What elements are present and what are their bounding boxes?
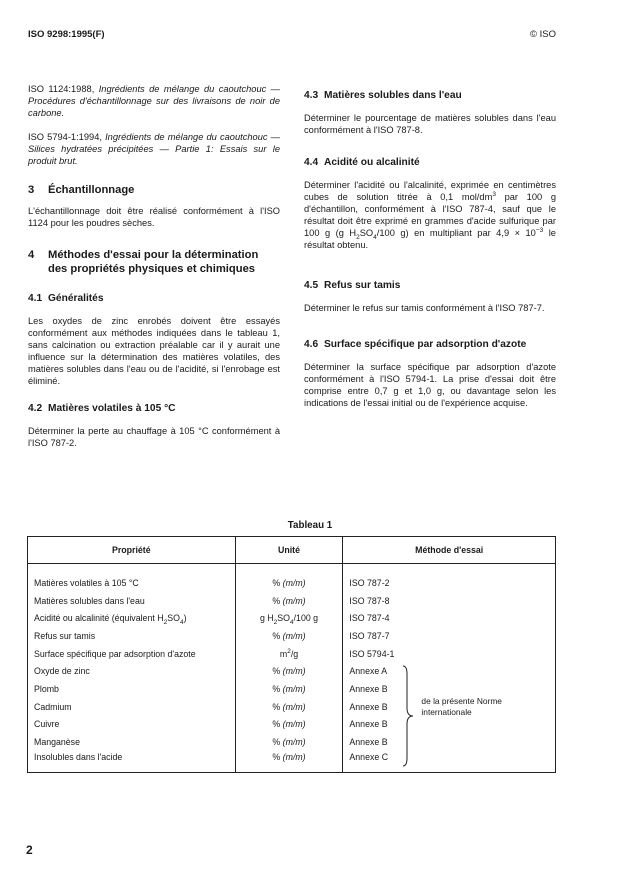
cell-unit: % (m/m) xyxy=(235,698,343,716)
cell-property: Surface spécifique par adsorption d'azote xyxy=(28,645,236,663)
section-4-heading: 4 Méthodes d'essai pour la détermination des propriétés physiques et chimiques xyxy=(28,249,259,275)
cell-method: Annexe B xyxy=(343,680,556,698)
section-4-3-body: Déterminer le pourcentage de matières solubles dans l'eau conformément à l'ISO 787-8. xyxy=(304,113,556,135)
cell-method: ISO 787-4 xyxy=(343,609,556,627)
section-4-5-body: Déterminer le refus sur tamis conformément à l'ISO 787-7. xyxy=(304,303,545,313)
cell-unit: $m^2/g$ xyxy=(235,645,343,663)
cell-method: Annexe B de la présente Norme internationale xyxy=(343,698,556,716)
section-4-4-heading: 4.4 Acidité ou alcalinité xyxy=(304,157,420,168)
cell-unit: % (m/m) xyxy=(235,716,343,734)
table-caption: Tableau 1 xyxy=(287,520,333,531)
running-header-copyright: © ISO xyxy=(529,29,556,40)
cell-property: Insolubles dans l'acide xyxy=(28,751,236,773)
table-row xyxy=(28,592,556,610)
cell-unit: % (m/m) xyxy=(235,574,343,592)
table-row xyxy=(28,733,556,751)
running-header-standard: ISO 9298:1995(F) xyxy=(28,29,105,40)
section-3-heading: 3 Échantillonnage xyxy=(28,184,135,196)
table-row xyxy=(28,698,556,716)
cell-unit: % (m/m) xyxy=(235,751,343,773)
cell-property: Matières solubles dans l'eau xyxy=(28,592,236,610)
cell-property: Plomb xyxy=(28,680,236,698)
annex-note: de la présente Norme internationale xyxy=(421,695,502,717)
cell-method: Annexe B xyxy=(343,733,556,751)
cell-unit: % (m/m) xyxy=(235,733,343,751)
cell-property: Cuivre xyxy=(28,716,236,734)
section-4-5-heading: 4.5 Refus sur tamis xyxy=(304,280,401,291)
table-row xyxy=(28,751,556,773)
table-row xyxy=(28,645,556,663)
section-4-3-heading: 4.3 Matières solubles dans l'eau xyxy=(304,90,462,101)
reference-iso-5794: ISO 5794-1:1994, Ingrédients de mélange du caoutchouc — Silices hydratées précipitées — Partie 1: Essais sur le produit brut. xyxy=(28,132,280,166)
table-row xyxy=(28,574,556,592)
table-row xyxy=(28,716,556,734)
section-4-4-body: Déterminer l'acidité ou l'alcalinité, exprimée en centimètres cubes de solution titrée à 0,1 mol/$dm^3$ par 100 g d'échantillon, conformément à l'ISO 787-4, sauf que le résultat doit être exprimé en grammes d'acide sulfurique par 100 g (g $H_2SO_4/100$ g) en multipliant par $4,9 \times 10^{-3}$ le résultat obtenu. xyxy=(304,180,556,250)
table-row xyxy=(28,662,556,680)
cell-property: Acidité ou alcalinité (équivalent $H_2SO_4$) xyxy=(28,609,236,627)
cell-unit: % (m/m) xyxy=(235,592,343,610)
cell-unit: % (m/m) xyxy=(235,680,343,698)
cell-method: ISO 787-2 xyxy=(343,574,556,592)
header-method: Méthode d'essai xyxy=(343,537,556,564)
section-3-body: L'échantillonnage doit être réalisé conformément à l'ISO 1124 pour les poudres sèches. xyxy=(28,206,280,228)
cell-property: Refus sur tamis xyxy=(28,627,236,645)
section-4-6-body: Déterminer la surface spécifique par adsorption d'azote conformément à l'ISO 5794-1. La prise d'essai doit être comprise entre 0,7 g et 1,0 g, ou davantage selon les indications de l'essai initial ou de l'expérience acquise. xyxy=(304,362,556,408)
cell-property: Cadmium xyxy=(28,698,236,716)
section-4-2-body: Déterminer la perte au chauffage à 105 °C conformément à l'ISO 787-2. xyxy=(28,426,280,448)
table-row xyxy=(28,627,556,645)
cell-property: Matières volatiles à 105 °C xyxy=(28,574,236,592)
reference-iso-1124: ISO 1124:1988, Ingrédients de mélange du caoutchouc — Procédures d'échantillonnage sur des livraisons de noir de carbone. xyxy=(28,84,280,118)
section-4-1-body: Les oxydes de zinc enrobés doivent être essayés conformément aux méthodes indiquées dans le tableau 1, sans calcination ou extraction préalable car il y aurait une influence sur la détermination des matières volatiles, des matières solubles dans l'eau ou de l'acidité, si l'enrobage est éliminé. xyxy=(28,316,280,386)
cell-method: ISO 787-8 xyxy=(343,592,556,610)
cell-unit: % (m/m) xyxy=(235,662,343,680)
cell-method: Annexe C xyxy=(343,751,556,773)
page-number: 2 xyxy=(26,843,33,857)
section-4-1-heading: 4.1 Généralités xyxy=(28,293,104,304)
cell-method: Annexe A xyxy=(343,662,556,680)
cell-method: Annexe B xyxy=(343,716,556,734)
right-column xyxy=(304,83,556,409)
cell-method: ISO 787-7 xyxy=(343,627,556,645)
cell-unit: g $H_2SO_4/100$ g xyxy=(235,609,343,627)
header-unit: Unité xyxy=(235,537,343,564)
cell-property: Oxyde de zinc xyxy=(28,662,236,680)
left-column xyxy=(28,83,280,449)
section-4-2-heading: 4.2 Matières volatiles à 105 °C xyxy=(28,403,176,414)
properties-table xyxy=(27,536,556,773)
cell-property: Manganèse xyxy=(28,733,236,751)
cell-unit: % (m/m) xyxy=(235,627,343,645)
header-property: Propriété xyxy=(28,537,236,564)
section-4-6-heading: 4.6 Surface spécifique par adsorption d'azote xyxy=(304,339,527,350)
cell-method: ISO 5794-1 xyxy=(343,645,556,663)
table-row xyxy=(28,609,556,627)
